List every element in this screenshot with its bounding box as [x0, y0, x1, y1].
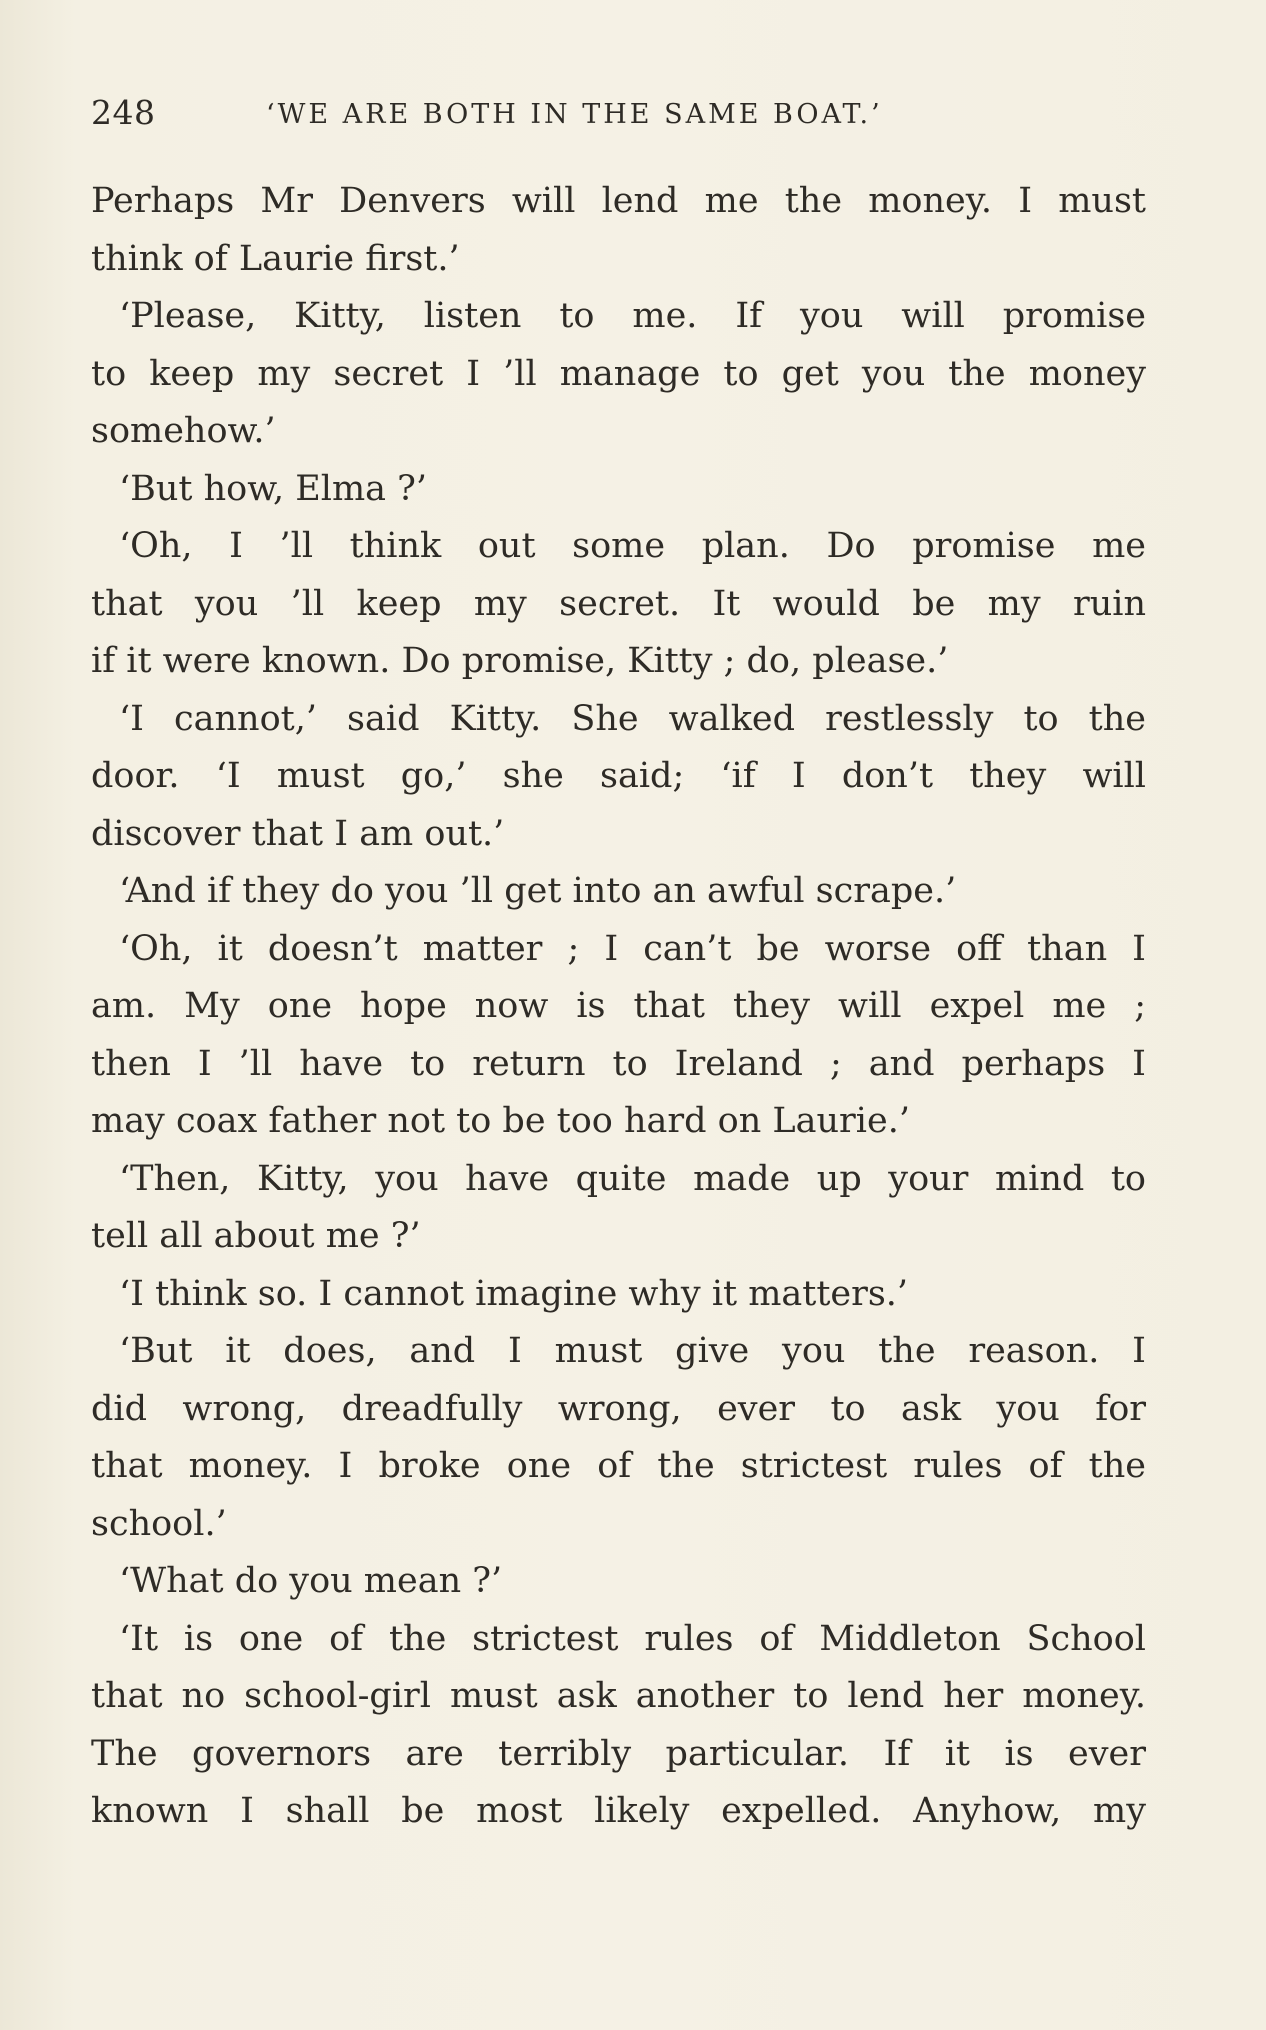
text-line: known I shall be most likely expelled. Anyhow, my	[91, 1791, 1146, 1831]
text-line: think of Laurie first.’	[91, 238, 460, 279]
text-line: may coax father not to be too hard on Laurie.’	[91, 1101, 910, 1141]
text-line: if it were known. Do promise, Kitty ; do, please.’	[91, 641, 949, 681]
text-line: that no school-girl must ask another to lend her money.	[91, 1676, 1146, 1716]
text-line: discover that I am out.’	[91, 813, 505, 854]
text-line: ‘Then, Kitty, you have quite made up your mind to	[119, 1158, 1146, 1199]
page-number: 248	[91, 93, 156, 132]
text-line: ‘What do you mean ?’	[119, 1561, 503, 1601]
text-line: ‘Oh, it doesn’t matter ; I can’t be worse off than I	[119, 928, 1146, 969]
text-line: door. ‘I must go,’ she said; ‘if I don’t they will	[91, 756, 1146, 796]
text-line: ‘Please, Kitty, listen to me. If you will promise	[119, 296, 1146, 336]
text-line: The governors are terribly particular. If it is ever	[91, 1733, 1146, 1774]
text-line: ‘Oh, I ’ll think out some plan. Do promise me	[119, 526, 1146, 566]
body-text	[91, 173, 1146, 1841]
text-line: ‘And if they do you ’ll get into an awful scrape.’	[119, 871, 957, 911]
text-line: ‘But it does, and I must give you the reason. I	[119, 1331, 1146, 1371]
text-line: did wrong, dreadfully wrong, ever to ask you for	[91, 1388, 1146, 1429]
page-header	[91, 88, 1151, 138]
text-line: ‘But how, Elma ?’	[119, 468, 428, 509]
text-line: to keep my secret I ’ll manage to get you the money	[91, 353, 1146, 394]
text-line: ‘I think so. I cannot imagine why it matters.’	[119, 1273, 909, 1314]
running-head: ‘WE ARE BOTH IN THE SAME BOAT.’	[266, 99, 883, 130]
text-line: somehow.’	[91, 411, 276, 451]
text-line: Perhaps Mr Denvers will lend me the money. I must	[91, 181, 1146, 221]
text-line: that money. I broke one of the strictest rules of the	[91, 1446, 1146, 1486]
text-line: am. My one hope now is that they will expel me ;	[91, 986, 1146, 1026]
text-line: that you ’ll keep my secret. It would be my ruin	[91, 583, 1146, 624]
text-line: ‘It is one of the strictest rules of Middleton School	[119, 1618, 1146, 1659]
text-line: school.’	[91, 1503, 227, 1544]
text-line: ‘I cannot,’ said Kitty. She walked restlessly to the	[119, 698, 1146, 739]
text-line: then I ’ll have to return to Ireland ; and perhaps I	[91, 1043, 1146, 1084]
text-line: tell all about me ?’	[91, 1216, 421, 1256]
